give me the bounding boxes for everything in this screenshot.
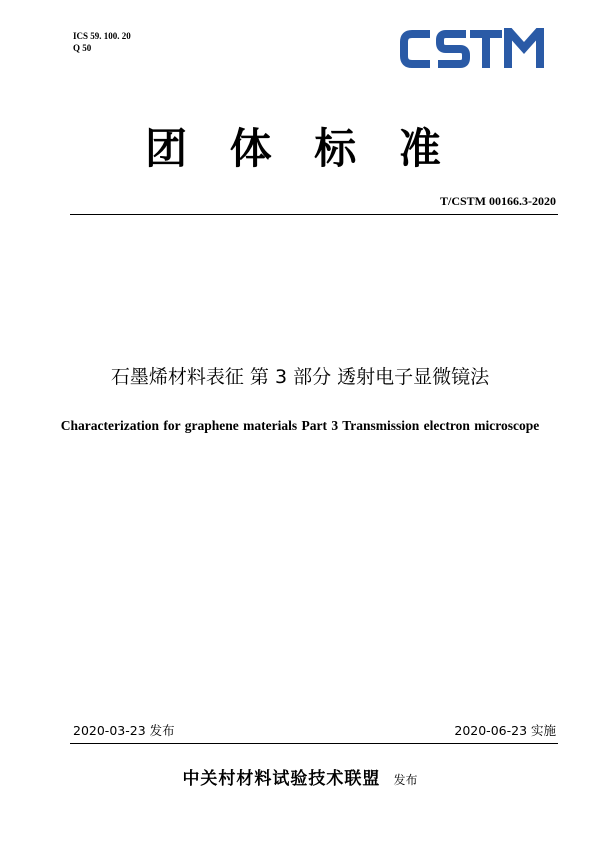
- chinese-title: 石墨烯材料表征 第 3 部分 透射电子显微镜法: [110, 366, 490, 388]
- english-title: Characterization for graphene materials Part 3 Transmission electron microscope: [60, 418, 540, 433]
- logo-letter-m: [508, 30, 540, 68]
- cstm-logo: [400, 28, 544, 70]
- publish-label: 发布: [393, 773, 418, 787]
- classification-codes: [73, 30, 131, 54]
- logo-letter-c: [404, 34, 430, 64]
- standard-category-title: 团 体 标 准: [145, 124, 455, 173]
- ccs-code: Q 50: [73, 43, 92, 53]
- logo-letter-s: [438, 34, 466, 64]
- release-date: 2020-03-23 发布: [73, 723, 175, 738]
- logo-letter-t: [470, 34, 502, 68]
- logo-text: CSTM: [400, 28, 403, 29]
- header-divider: [70, 214, 558, 215]
- implementation-date: 2020-06-23 实施: [454, 723, 556, 738]
- issuer-line: [0, 764, 600, 789]
- ics-code: ICS 59. 100. 20: [73, 31, 131, 41]
- standard-number: T/CSTM 00166.3-2020: [439, 194, 556, 208]
- footer-divider: [70, 743, 558, 744]
- issuer-organization: 中关村材料试验技术联盟: [182, 769, 381, 789]
